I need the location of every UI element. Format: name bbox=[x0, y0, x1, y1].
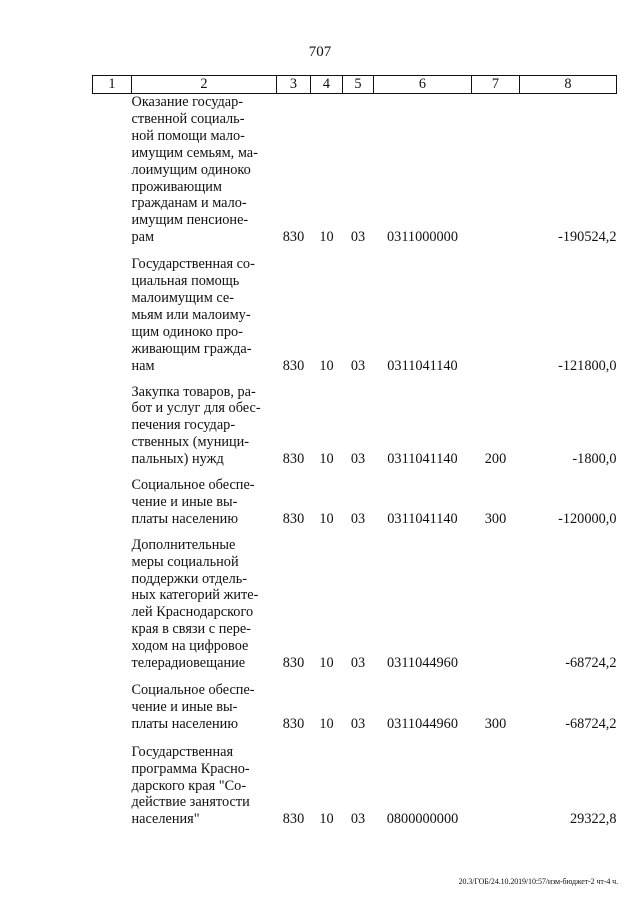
budget-table bbox=[92, 75, 617, 828]
cell-col-8: -68724,2 bbox=[565, 715, 617, 732]
name-line: проживающим bbox=[131, 178, 222, 195]
name-line: действие занятости bbox=[131, 794, 250, 811]
cell-name bbox=[132, 682, 277, 733]
name-line: лей Краснодарского bbox=[131, 604, 254, 621]
name-line: телерадиовещание bbox=[131, 655, 246, 672]
cell-col-5: 03 bbox=[350, 357, 366, 374]
cell-col-8: -68724,2 bbox=[565, 655, 617, 672]
cell-name bbox=[132, 477, 277, 528]
cell-col-7: 300 bbox=[484, 510, 507, 527]
cell-col-4: 10 bbox=[319, 655, 334, 672]
cell-col-3: 830 bbox=[282, 510, 305, 527]
name-line: чение и иные вы- bbox=[131, 493, 238, 510]
cell-col-5: 03 bbox=[350, 811, 366, 828]
cell-col-1 bbox=[93, 477, 132, 528]
cell-col-7 bbox=[472, 537, 520, 672]
name-line: программа Красно- bbox=[131, 760, 250, 777]
cell-col-1 bbox=[93, 256, 132, 374]
cell-col-5: 03 bbox=[350, 715, 366, 732]
row-spacer-cell bbox=[93, 246, 617, 256]
cell-name bbox=[132, 744, 277, 829]
cell-col-4: 10 bbox=[319, 715, 334, 732]
name-line: поддержки отдель- bbox=[131, 570, 248, 587]
row-spacer bbox=[93, 375, 617, 384]
name-line: Государственная со- bbox=[131, 256, 255, 273]
name-line: живающим гражда- bbox=[131, 340, 252, 357]
row-spacer bbox=[93, 246, 617, 256]
table-header-row bbox=[93, 76, 617, 94]
name-line: края в связи с пере- bbox=[131, 621, 251, 638]
cell-col-4: 10 bbox=[319, 357, 334, 374]
name-line: бот и услуг для обес- bbox=[131, 400, 261, 417]
cell-col-1 bbox=[93, 384, 132, 469]
header-col-1: 1 bbox=[93, 76, 132, 94]
name-line: меры социальной bbox=[131, 553, 239, 570]
cell-col-3: 830 bbox=[282, 811, 305, 828]
cell-col-8: -120000,0 bbox=[558, 510, 617, 527]
name-line: Социальное обеспе- bbox=[131, 682, 255, 698]
cell-name bbox=[132, 256, 277, 374]
cell-col-4: 10 bbox=[319, 451, 334, 468]
table-row bbox=[93, 682, 617, 733]
cell-col-4: 10 bbox=[319, 811, 334, 828]
header-col-5: 5 bbox=[343, 76, 374, 94]
name-line: циальная помощь bbox=[131, 273, 240, 290]
name-line: платы населению bbox=[131, 715, 239, 732]
cell-col-6: 0311041140 bbox=[387, 357, 458, 374]
row-spacer bbox=[93, 468, 617, 477]
name-line: пальных) нужд bbox=[131, 451, 224, 468]
name-line: малоимущим се- bbox=[131, 289, 234, 306]
cell-col-1 bbox=[93, 537, 132, 672]
cell-col-5: 03 bbox=[350, 655, 366, 672]
table-row bbox=[93, 256, 617, 374]
cell-col-1 bbox=[93, 744, 132, 829]
row-spacer-cell bbox=[93, 733, 617, 744]
table-row bbox=[93, 384, 617, 469]
cell-name bbox=[132, 384, 277, 469]
name-line: имущим пенсионе- bbox=[131, 212, 249, 229]
cell-col-5: 03 bbox=[350, 510, 366, 527]
name-line: населения" bbox=[131, 811, 200, 828]
page-number: 707 bbox=[308, 44, 332, 60]
name-line: Социальное обеспе- bbox=[131, 477, 255, 494]
name-line: печения государ- bbox=[131, 417, 236, 434]
cell-col-6: 0311044960 bbox=[387, 715, 458, 732]
name-line: гражданам и мало- bbox=[131, 195, 247, 212]
row-spacer bbox=[93, 733, 617, 744]
cell-col-3: 830 bbox=[282, 655, 305, 672]
table-row bbox=[93, 477, 617, 528]
cell-col-7 bbox=[472, 94, 520, 247]
table-row bbox=[93, 537, 617, 672]
header-col-3: 3 bbox=[277, 76, 311, 94]
cell-name bbox=[132, 94, 277, 247]
row-spacer bbox=[93, 672, 617, 682]
name-line: лоимущим одиноко bbox=[131, 161, 251, 178]
footer-doc-id: 20.3/ГОБ/24.10.2019/10:57/изм-бюджет-2 чт-4 ч. bbox=[458, 877, 618, 886]
name-line: чение и иные вы- bbox=[131, 698, 238, 715]
name-line: дарского края "Со- bbox=[131, 777, 247, 794]
header-col-4: 4 bbox=[311, 76, 343, 94]
name-line: Дополнительные bbox=[131, 536, 236, 553]
name-line: ной помощи мало- bbox=[131, 127, 245, 144]
cell-col-6: 0311041140 bbox=[387, 451, 458, 468]
row-spacer-cell bbox=[93, 375, 617, 384]
cell-col-1 bbox=[93, 94, 132, 247]
name-line: ственных (муници- bbox=[131, 434, 250, 451]
table-row bbox=[93, 94, 617, 247]
cell-col-3: 830 bbox=[282, 451, 305, 468]
name-line: Оказание государ- bbox=[131, 94, 244, 110]
name-line: платы населению bbox=[131, 510, 239, 527]
cell-col-8: -1800,0 bbox=[572, 451, 617, 468]
cell-col-6: 0311044960 bbox=[387, 655, 458, 672]
name-line: ных категорий жите- bbox=[131, 587, 259, 604]
cell-name bbox=[132, 537, 277, 672]
row-spacer bbox=[93, 528, 617, 537]
cell-col-8: 29322,8 bbox=[570, 811, 617, 828]
name-line: Закупка товаров, ра- bbox=[131, 383, 256, 400]
name-line: нам bbox=[131, 357, 155, 374]
name-line: мьям или малоиму- bbox=[131, 306, 251, 323]
cell-col-8: -190524,2 bbox=[558, 229, 617, 246]
header-col-7: 7 bbox=[472, 76, 520, 94]
cell-col-6: 0311041140 bbox=[387, 510, 458, 527]
cell-col-5: 03 bbox=[350, 451, 366, 468]
name-line: ходом на цифровое bbox=[131, 638, 249, 655]
row-spacer-cell bbox=[93, 528, 617, 537]
cell-col-3: 830 bbox=[282, 229, 305, 246]
cell-col-1 bbox=[93, 682, 132, 733]
header-col-2: 2 bbox=[132, 76, 277, 94]
cell-col-7: 200 bbox=[484, 451, 507, 468]
header-col-6: 6 bbox=[374, 76, 472, 94]
header-col-8: 8 bbox=[520, 76, 617, 94]
row-spacer-cell bbox=[93, 672, 617, 682]
cell-col-5: 03 bbox=[350, 229, 366, 246]
cell-col-6: 0800000000 bbox=[386, 811, 459, 828]
name-line: щим одиноко про- bbox=[131, 323, 243, 340]
name-line: имущим семьям, ма- bbox=[131, 144, 258, 161]
row-spacer-cell bbox=[93, 468, 617, 477]
table-row bbox=[93, 744, 617, 829]
name-line: рам bbox=[131, 229, 155, 246]
cell-col-4: 10 bbox=[319, 229, 334, 246]
cell-col-3: 830 bbox=[282, 357, 305, 374]
cell-col-7 bbox=[472, 744, 520, 829]
cell-col-8: -121800,0 bbox=[558, 357, 617, 374]
cell-col-7: 300 bbox=[484, 715, 507, 732]
cell-col-4: 10 bbox=[319, 510, 334, 527]
cell-col-6: 0311000000 bbox=[387, 229, 458, 246]
cell-col-7 bbox=[472, 256, 520, 374]
cell-col-3: 830 bbox=[282, 715, 305, 732]
name-line: Государственная bbox=[131, 743, 234, 760]
name-line: ственной социаль- bbox=[131, 110, 245, 127]
